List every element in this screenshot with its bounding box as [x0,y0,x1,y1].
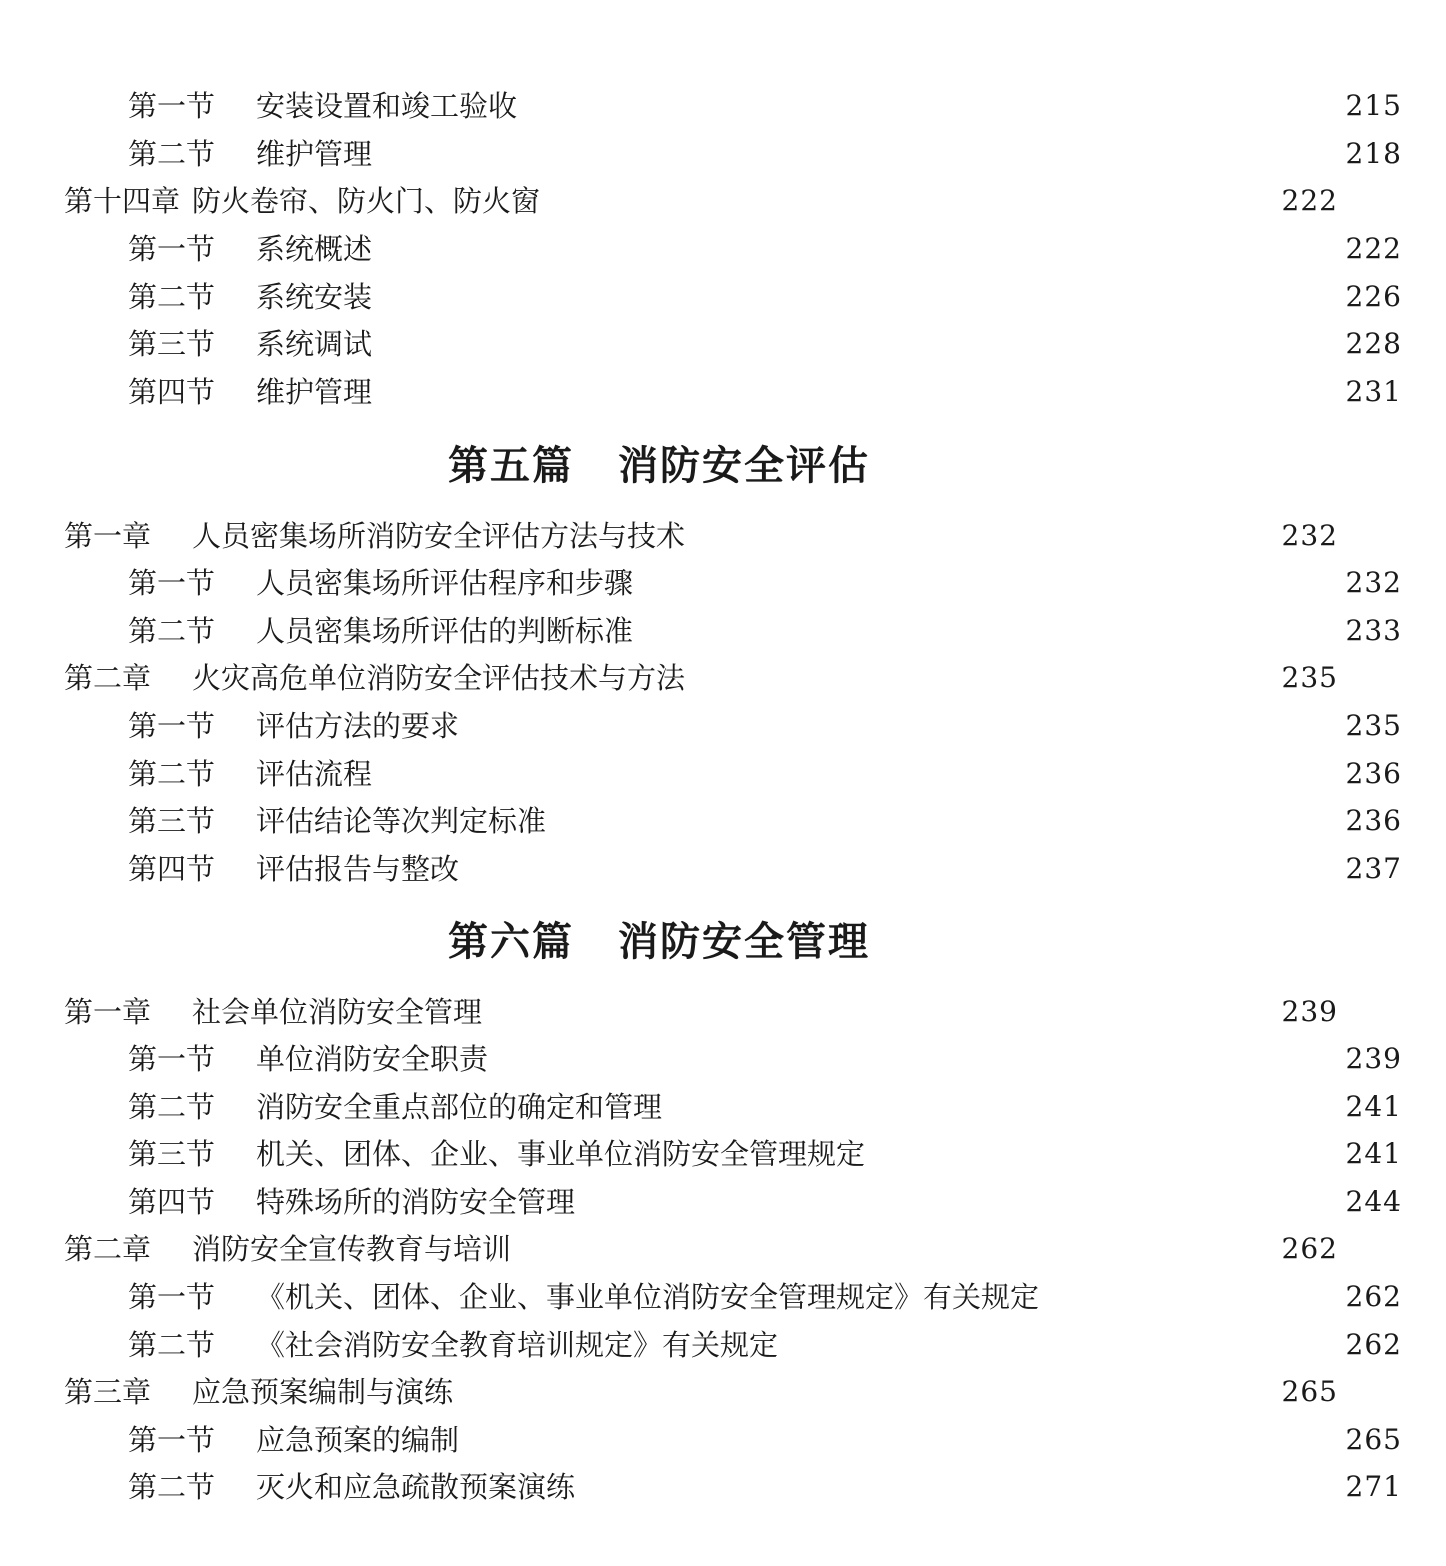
page-number: 231 [1345,375,1402,408]
section-title: 评估流程 [256,757,373,791]
section-title: 人员密集场所评估的判断标准 [256,614,634,648]
section-title: 灭火和应急疏散预案演练 [256,1470,576,1504]
dot-leader [1043,1277,1336,1317]
part-title: 消防安全评估 [618,443,870,489]
section-title: 系统调试 [256,327,373,361]
section-label: 第二节 [128,1328,216,1362]
page-number: 226 [1345,280,1402,313]
dot-leader [869,1134,1336,1174]
section-label: 第一节 [128,566,216,600]
toc-chapter-entry[interactable] [0,181,1382,221]
toc-section-entry[interactable] [0,86,1446,126]
toc-section-entry[interactable] [0,801,1446,841]
page-number: 262 [1345,1280,1402,1313]
chapter-label: 第一章 [64,519,152,553]
section-title: 维护管理 [256,137,373,171]
chapter-label: 第三章 [64,1375,152,1409]
section-title: 《社会消防安全教育培训规定》有关规定 [256,1328,779,1362]
toc-section-entry[interactable] [0,849,1446,889]
page-number: 265 [1281,1375,1338,1408]
page-number: 265 [1345,1423,1402,1456]
section-title: 机关、团体、企业、事业单位消防安全管理规定 [256,1137,866,1171]
toc-section-entry[interactable] [0,1087,1446,1127]
dot-leader [376,754,1336,794]
dot-leader [637,611,1336,651]
section-label: 第二节 [128,1090,216,1124]
dot-leader [544,181,1272,221]
section-label: 第二节 [128,137,216,171]
page-number: 236 [1345,757,1402,790]
page-number: 222 [1345,232,1402,265]
section-title: 评估方法的要求 [256,709,460,743]
toc-chapter-entry[interactable] [0,658,1382,698]
section-label: 第三节 [128,327,216,361]
dot-leader [376,277,1336,317]
dot-leader [689,516,1272,556]
toc-chapter-entry[interactable] [0,1372,1382,1412]
toc-section-entry[interactable] [0,1467,1446,1507]
part-label: 第六篇 [448,919,574,965]
toc-section-entry[interactable] [0,324,1446,364]
page-number: 228 [1345,327,1402,360]
toc-chapter-entry[interactable] [0,992,1382,1032]
chapter-title: 应急预案编制与演练 [192,1375,454,1409]
dot-leader [689,658,1272,698]
dot-leader [521,86,1336,126]
section-label: 第二节 [128,614,216,648]
part-heading [0,436,1318,496]
dot-leader [579,1467,1336,1507]
page-number: 218 [1345,137,1402,170]
section-title: 系统概述 [256,232,373,266]
dot-leader [457,1372,1272,1412]
page-number: 262 [1345,1328,1402,1361]
toc-section-entry[interactable] [0,754,1446,794]
page-number: 244 [1345,1185,1402,1218]
dot-leader [486,992,1272,1032]
section-label: 第一节 [128,1042,216,1076]
section-label: 第三节 [128,1137,216,1171]
toc-section-entry[interactable] [0,1325,1446,1365]
dot-leader [666,1087,1336,1127]
page-number: 232 [1345,566,1402,599]
section-label: 第二节 [128,757,216,791]
dot-leader [579,1182,1336,1222]
toc-section-entry[interactable] [0,1277,1446,1317]
part-label: 第五篇 [448,443,574,489]
toc-section-entry[interactable] [0,563,1446,603]
page-number: 262 [1281,1232,1338,1265]
section-title: 应急预案的编制 [256,1423,460,1457]
section-label: 第一节 [128,232,216,266]
section-title: 系统安装 [256,280,373,314]
chapter-label: 第十四章 [64,184,181,218]
dot-leader [550,801,1336,841]
page-number: 232 [1281,519,1338,552]
page-number: 241 [1345,1137,1402,1170]
dot-leader [463,1420,1336,1460]
section-title: 单位消防安全职责 [256,1042,489,1076]
dot-leader [376,134,1336,174]
dot-leader [637,563,1336,603]
page-number: 241 [1345,1090,1402,1123]
part-heading [0,912,1318,972]
part-title: 消防安全管理 [618,919,870,965]
section-title: 《机关、团体、企业、事业单位消防安全管理规定》有关规定 [256,1280,1040,1314]
dot-leader [376,372,1336,412]
dot-leader [492,1039,1336,1079]
toc-section-entry[interactable] [0,611,1446,651]
toc-section-entry[interactable] [0,372,1446,412]
section-title: 消防安全重点部位的确定和管理 [256,1090,663,1124]
section-title: 特殊场所的消防安全管理 [256,1185,576,1219]
chapter-title: 人员密集场所消防安全评估方法与技术 [192,519,686,553]
page-number: 239 [1281,995,1338,1028]
section-label: 第二节 [128,1470,216,1504]
section-label: 第二节 [128,280,216,314]
toc-chapter-entry[interactable] [0,1229,1382,1269]
section-label: 第一节 [128,89,216,123]
page-number: 237 [1345,852,1402,885]
section-label: 第一节 [128,1423,216,1457]
toc-section-entry[interactable] [0,277,1446,317]
chapter-label: 第二章 [64,661,152,695]
toc-section-entry[interactable] [0,706,1446,746]
section-title: 安装设置和竣工验收 [256,89,518,123]
section-label: 第一节 [128,709,216,743]
page-number: 215 [1345,89,1402,122]
section-title: 维护管理 [256,375,373,409]
chapter-title: 火灾高危单位消防安全评估技术与方法 [192,661,686,695]
toc-section-entry[interactable] [0,229,1446,269]
chapter-title: 防火卷帘、防火门、防火窗 [192,184,541,218]
page-number: 222 [1281,184,1338,217]
dot-leader [463,849,1336,889]
section-label: 第四节 [128,852,216,886]
section-title: 人员密集场所评估程序和步骤 [256,566,634,600]
dot-leader [782,1325,1336,1365]
toc-section-entry[interactable] [0,1039,1446,1079]
section-label: 第三节 [128,804,216,838]
dot-leader [376,324,1336,364]
toc-section-entry[interactable] [0,1182,1446,1222]
toc-section-entry[interactable] [0,134,1446,174]
chapter-title: 消防安全宣传教育与培训 [192,1232,512,1266]
chapter-label: 第二章 [64,1232,152,1266]
chapter-label: 第一章 [64,995,152,1029]
toc-section-entry[interactable] [0,1420,1446,1460]
dot-leader [463,706,1336,746]
section-label: 第一节 [128,1280,216,1314]
page-number: 233 [1345,614,1402,647]
section-title: 评估结论等次判定标准 [256,804,547,838]
dot-leader [515,1229,1272,1269]
page-number: 271 [1345,1470,1402,1503]
chapter-title: 社会单位消防安全管理 [192,995,483,1029]
section-label: 第四节 [128,375,216,409]
page-number: 236 [1345,804,1402,837]
toc-section-entry[interactable] [0,1134,1446,1174]
dot-leader [376,229,1336,269]
page-number: 235 [1281,661,1338,694]
toc-chapter-entry[interactable] [0,516,1382,556]
page-number: 235 [1345,709,1402,742]
section-label: 第四节 [128,1185,216,1219]
section-title: 评估报告与整改 [256,852,460,886]
page-number: 239 [1345,1042,1402,1075]
